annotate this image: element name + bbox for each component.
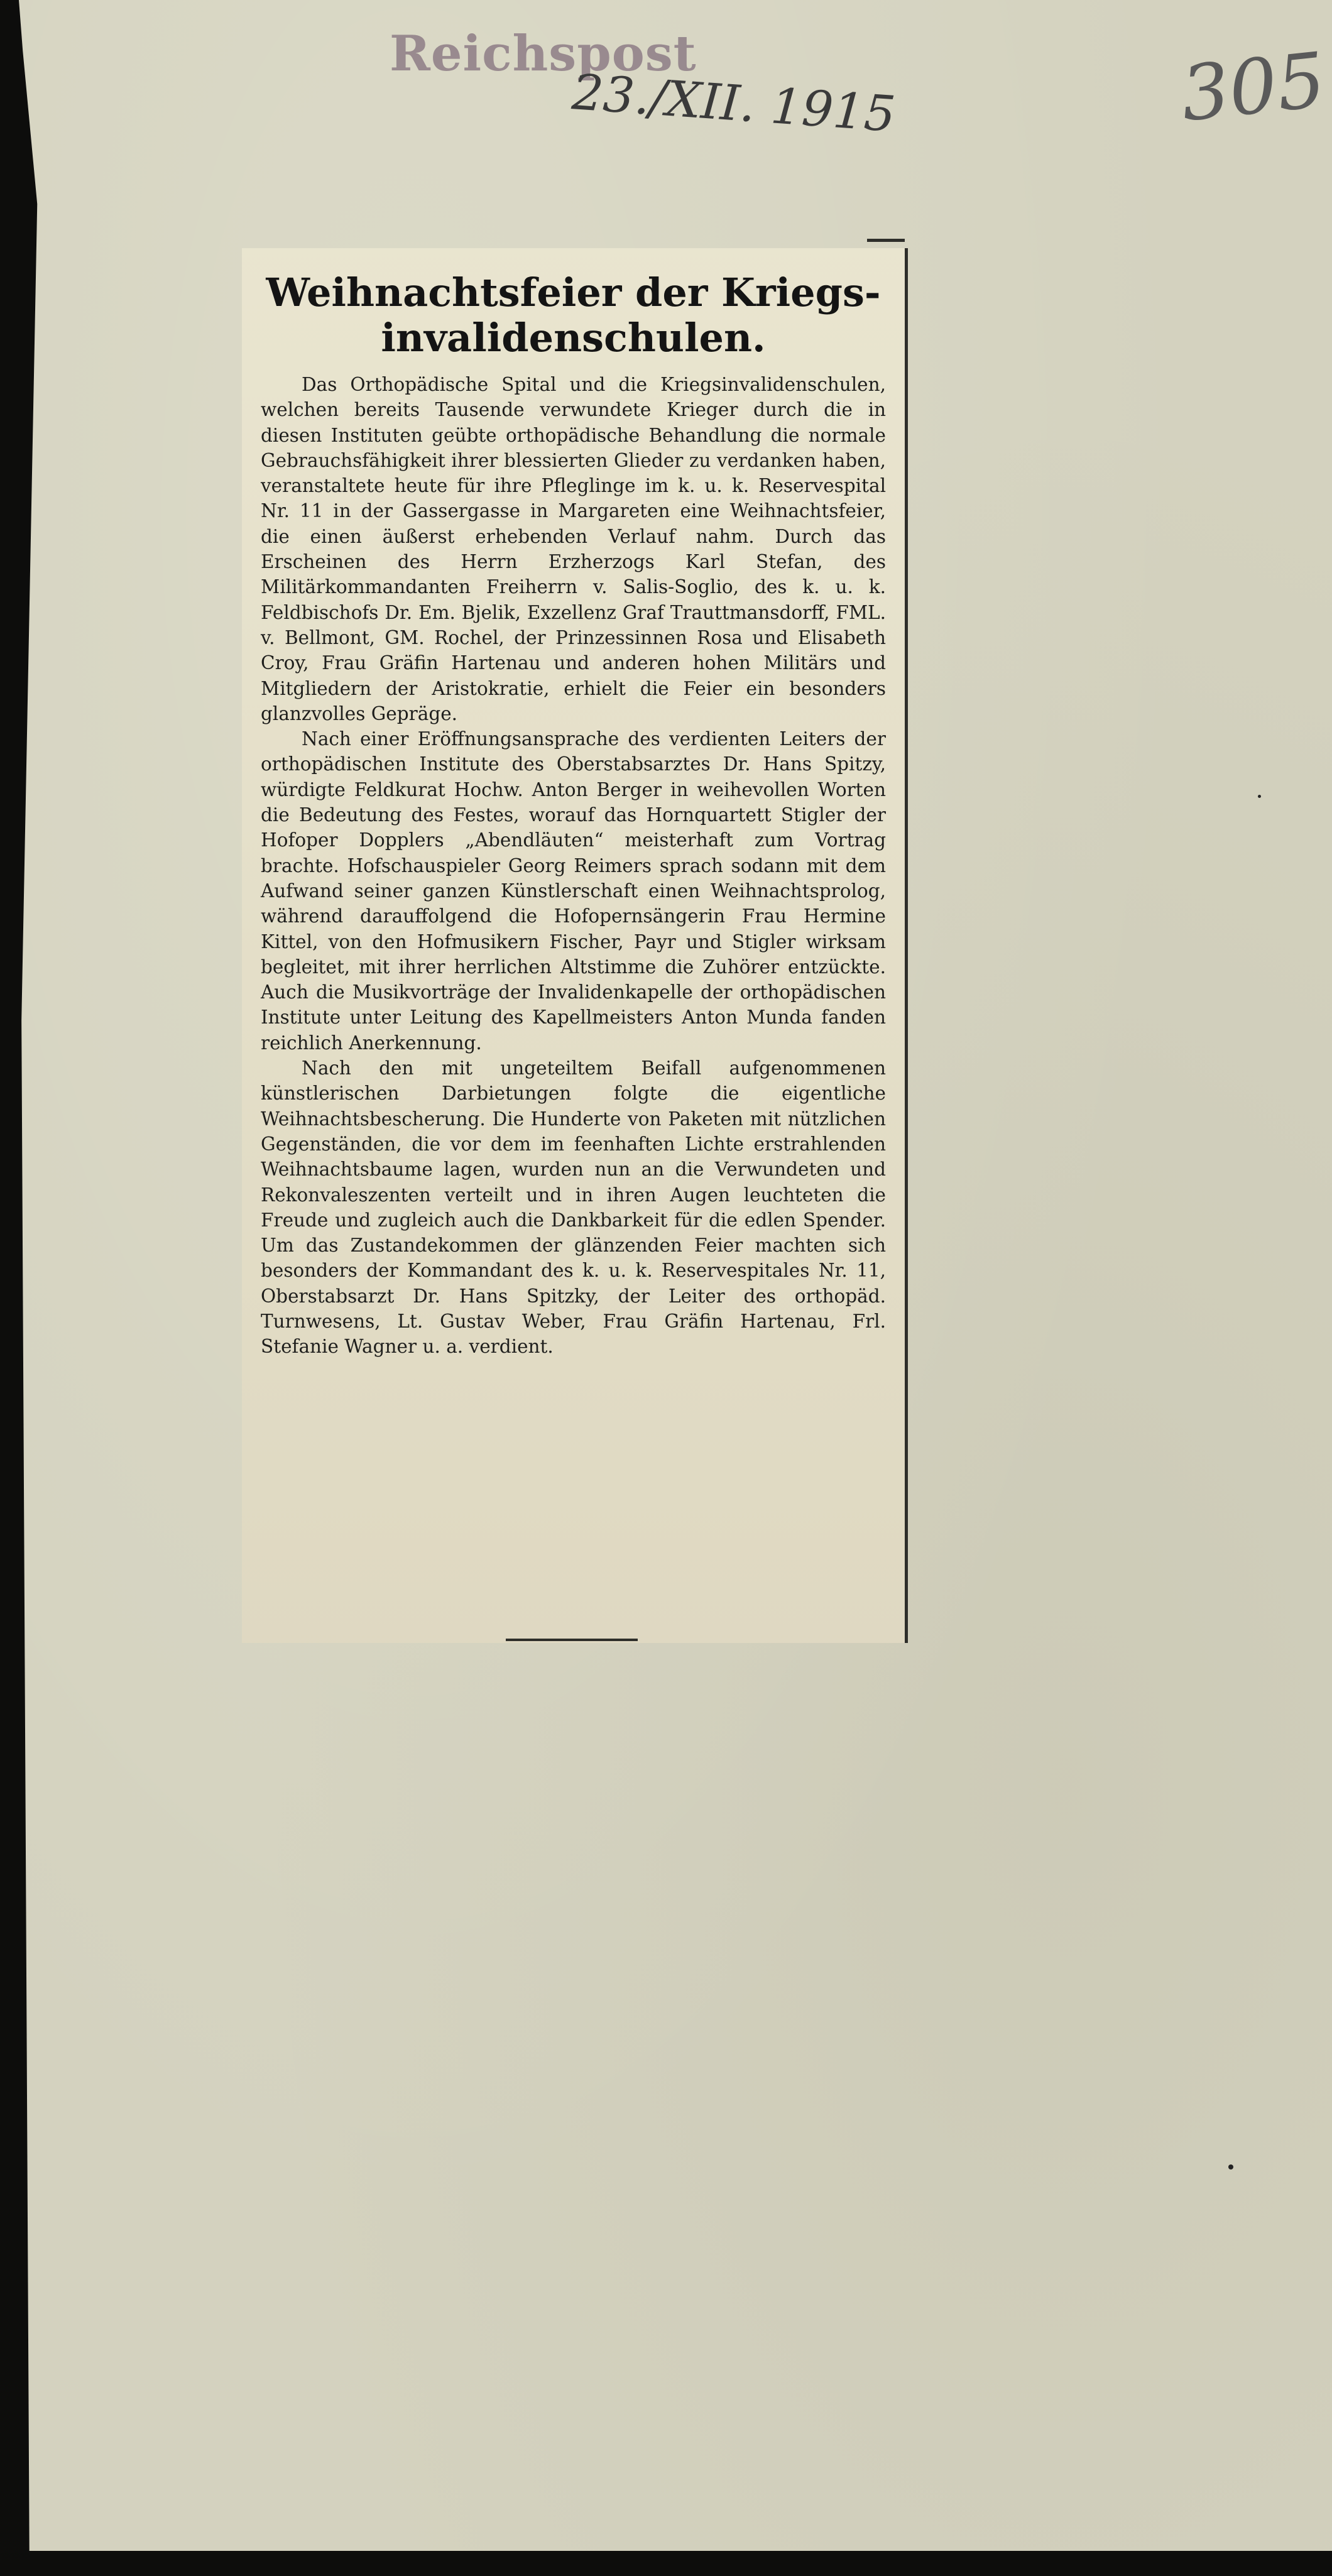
article-paragraph: Nach den mit ungeteiltem Beifall aufgenommenen künstlerischen Darbietungen folgte die eigentliche Weihnachtsbescherung. Die Hunderte von Paketen mit nützlichen Gegenständen, die vor dem im feenhaften Lichte erstrahlenden Weihnachtsbaume lagen, wurden nun an die Verwundeten und Rekonvaleszenten verteilt und in ihren Augen leuchteten die Freude und zugleich auch die Dankbarkeit für die edlen Spender. Um das Zustandekommen der glänzenden Feier machten sich besonders der Kommandant des k. u. k. Reservespitales Nr. 11, Oberstabsarzt Dr. Hans Spitzky, der Leiter des orthopäd. Turnwesens, Lt. Gustav Weber, Frau Gräfin Hartenau, Frl. Stefanie Wagner u. a. verdient.: [261, 1057, 886, 1358]
handwritten-date: 23./XII. 1915: [570, 64, 898, 143]
newspaper-name-stamp: Reichspost: [390, 25, 697, 82]
article-paragraph: Nach einer Eröffnungsansprache des verdienten Leiters der orthopädischen Institute des Oberstabsarztes Dr. Hans Spitzy, würdigte Feldkurat Hochw. Anton Berger in weihevollen Worten die Bedeutung des Festes, worauf das Hornquartett Stigler der Hofoper Dopplers „Abendläuten“ meisterhaft zum Vortrag brachte. Hofschauspieler Georg Reimers sprach sodann mit dem Aufwand seiner ganzen Künstlerschaft einen Weihnachtsprolog, während darauffolgend die Hofopernsängerin Frau Hermine Kittel, von den Hofmusikern Fischer, Payr und Stigler wirksam begleitet, mit ihrer herrlichen Altstimme die Zuhörer entzückte. Auch die Musikvorträge der Invalidenkapelle der orthopädischen Institute unter Leitung des Kapellmeisters Anton Munda fanden reichlich Anerkennung.: [261, 728, 886, 1054]
article-end-rule: [506, 1639, 638, 1641]
handwritten-page-number: 305: [1177, 36, 1329, 139]
newspaper-clipping: [242, 248, 908, 1643]
article-body: [261, 372, 886, 1360]
article-paragraph: Das Orthopädische Spital und die Kriegsinvalidenschulen, welchen bereits Tausende verwundete Krieger durch die in diesen Instituten geübte orthopädische Behandlung die normale Gebrauchsfähigkeit ihrer blessierten Glieder zu verdanken haben, veranstaltete heute für ihre Pfleglinge im k. u. k. Reservespital Nr. 11 in der Gassergasse in Margareten eine Weihnachtsfeier, die einen äußerst erhebenden Verlauf nahm. Durch das Erscheinen des Herrn Erzherzogs Karl Stefan, des Militärkommandanten Freiherrn v. Salis-Soglio, des k. u. k. Feldbischofs Dr. Em. Bjelik, Exzellenz Graf Trauttmansdorff, FML. v. Bellmont, GM. Rochel, der Prinzessinnen Rosa und Elisabeth Croy, Frau Gräfin Hartenau und anderen hohen Militärs und Mitgliedern der Aristokratie, erhielt die Feier ein besonders glanzvolles Gepräge.: [261, 374, 886, 724]
article-headline: Weihnachtsfeier der Kriegs- invalidenschulen.: [266, 270, 881, 361]
clipping-corner-rule: [867, 239, 905, 242]
paper-speck: [1228, 2164, 1233, 2169]
paper-speck: [1258, 795, 1261, 798]
